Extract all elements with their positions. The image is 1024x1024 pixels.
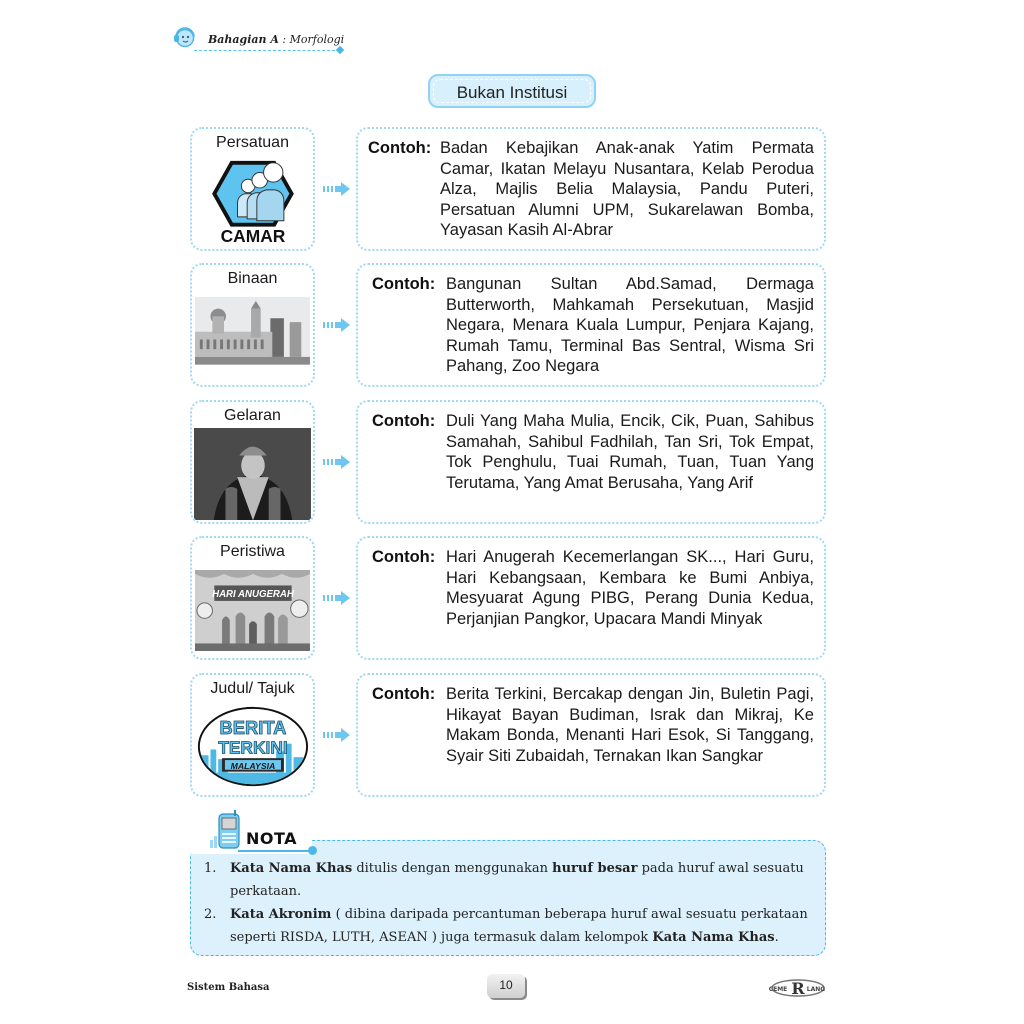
logo-text-berita: BERITA <box>219 716 287 738</box>
header-rule <box>194 50 340 51</box>
arrow-right-icon <box>323 591 351 605</box>
nota-list <box>204 857 808 949</box>
svg-text:LANG: LANG <box>806 986 826 993</box>
headphone-mascot-icon <box>172 26 196 48</box>
event-photo <box>195 570 310 651</box>
nota-item-number: 1. <box>204 861 217 876</box>
category-label: Binaan <box>227 270 278 287</box>
examples-label: Contoh: <box>368 139 432 157</box>
examples-box <box>356 400 826 524</box>
nota-underline <box>238 850 310 852</box>
examples-label: Contoh: <box>372 548 436 566</box>
page-header <box>172 24 372 54</box>
mobile-phone-icon <box>208 810 242 850</box>
page-number-badge <box>487 974 525 998</box>
header-rule-dot <box>336 46 344 54</box>
category-row-binaan <box>190 263 826 387</box>
nota-item-text: ditulis dengan menggunakan <box>352 861 553 876</box>
nota-underline-dot <box>308 846 317 855</box>
category-box <box>190 263 315 387</box>
category-box <box>190 536 315 660</box>
svg-text:R: R <box>791 979 805 998</box>
nota-box <box>190 829 826 956</box>
category-row-gelaran <box>190 400 826 524</box>
building-photo <box>195 297 310 365</box>
examples-box <box>356 263 826 387</box>
arrow-right-icon <box>323 455 351 469</box>
category-label: Persatuan <box>216 134 289 151</box>
nota-item-text: . <box>774 930 779 945</box>
nota-item-bold: Kata Nama Khas <box>652 930 775 945</box>
nota-title: NOTA <box>246 829 298 848</box>
berita-terkini-logo <box>195 705 310 788</box>
footer-book-title: Sistem Bahasa <box>187 982 270 993</box>
category-box <box>190 673 315 797</box>
arrow-right-icon <box>323 182 351 196</box>
examples-text: Berita Terkini, Bercakap dengan Jin, Buletin Pagi, Hikayat Bayan Budiman, Israk dan Mikraj, Ke Makam Bonda, Menanti Hari Esok, Si Tanggang, Syair Siti Zubaidah, Ternakan Ikan Sangkar <box>446 685 814 765</box>
examples-label: Contoh: <box>372 275 436 293</box>
category-row-peristiwa <box>190 536 826 660</box>
category-label: Peristiwa <box>220 543 285 560</box>
examples-box <box>356 673 826 797</box>
logo-text-malaysia: MALAYSIA <box>230 760 276 771</box>
category-box <box>190 127 315 251</box>
royalty-portrait-photo <box>194 428 311 520</box>
examples-box <box>356 536 826 660</box>
category-row-judul-tajuk <box>190 673 826 797</box>
examples-text: Bangunan Sultan Abd.Samad, Dermaga Butterworth, Mahkamah Persekutuan, Masjid Negara, Menara Kuala Lumpur, Penjara Kajang, Rumah Tamu, Terminal Bas Sentral, Wisma Sri Pahang, Zoo Negara <box>446 275 814 376</box>
nota-item <box>204 857 808 903</box>
nota-item-text: pada huruf awal sesuatu perkataan. <box>230 861 804 899</box>
nota-item-bold: huruf besar <box>552 861 638 876</box>
examples-text: Hari Anugerah Kecemerlangan SK..., Hari Guru, Hari Kebangsaan, Kembara ke Bumi Anbiya, Mesyuarat Agung PIBG, Perang Dunia Kedua, Perjanjian Pangkor, Upacara Mandi Minyak <box>446 548 814 628</box>
breadcrumb-separator: : <box>278 33 290 46</box>
examples-label: Contoh: <box>372 412 436 430</box>
category-label: Gelaran <box>224 407 281 424</box>
category-row-persatuan <box>190 127 826 251</box>
camar-logo-icon <box>195 157 310 247</box>
nota-item-text: ( dibina daripada percantuman beberapa huruf awal sesuatu perkataan seperti RISDA, LUTH, ASEAN ) juga termasuk dalam kelompok <box>230 907 808 945</box>
examples-text: Badan Kebajikan Anak-anak Yatim Permata Camar, Ikatan Melayu Nusantara, Kelab Perodua Alza, Majlis Belia Malaysia, Pandu Puteri, Persatuan Alumni UPM, Sukarelawan Bomba, Yayasan Kasih Al-Abrar <box>440 139 814 240</box>
section-breadcrumb <box>208 33 344 46</box>
nota-item <box>204 903 808 949</box>
breadcrumb-section: Bahagian A <box>208 33 279 46</box>
publisher-logo-icon <box>760 978 836 998</box>
breadcrumb-topic: Morfologi <box>289 33 345 46</box>
section-title-badge <box>428 74 596 108</box>
section-title: Bukan Institusi <box>456 83 568 102</box>
examples-label: Contoh: <box>372 685 436 703</box>
category-box <box>190 400 315 524</box>
svg-text:CEME: CEME <box>768 986 788 993</box>
arrow-right-icon <box>323 318 351 332</box>
camar-logo-text: CAMAR <box>220 226 286 247</box>
category-label: Judul/ Tajuk <box>210 680 295 697</box>
examples-box <box>356 127 826 251</box>
arrow-right-icon <box>323 728 351 742</box>
nota-item-number: 2. <box>204 907 217 922</box>
logo-text-terkini: TERKINI <box>218 737 288 758</box>
page-number: 10 <box>499 978 513 992</box>
nota-item-bold: Kata Nama Khas <box>230 861 353 876</box>
event-banner-text: HARI ANUGERAH <box>212 589 294 601</box>
examples-text: Duli Yang Maha Mulia, Encik, Cik, Puan, Sahibus Samahah, Sahibul Fadhilah, Tan Sri, Tok Empat, Tok Penghulu, Tuai Rumah, Tuan, Tuan Yang Terutama, Yang Amat Berusaha, Yang Arif <box>446 412 814 492</box>
nota-item-bold: Kata Akronim <box>230 907 332 922</box>
